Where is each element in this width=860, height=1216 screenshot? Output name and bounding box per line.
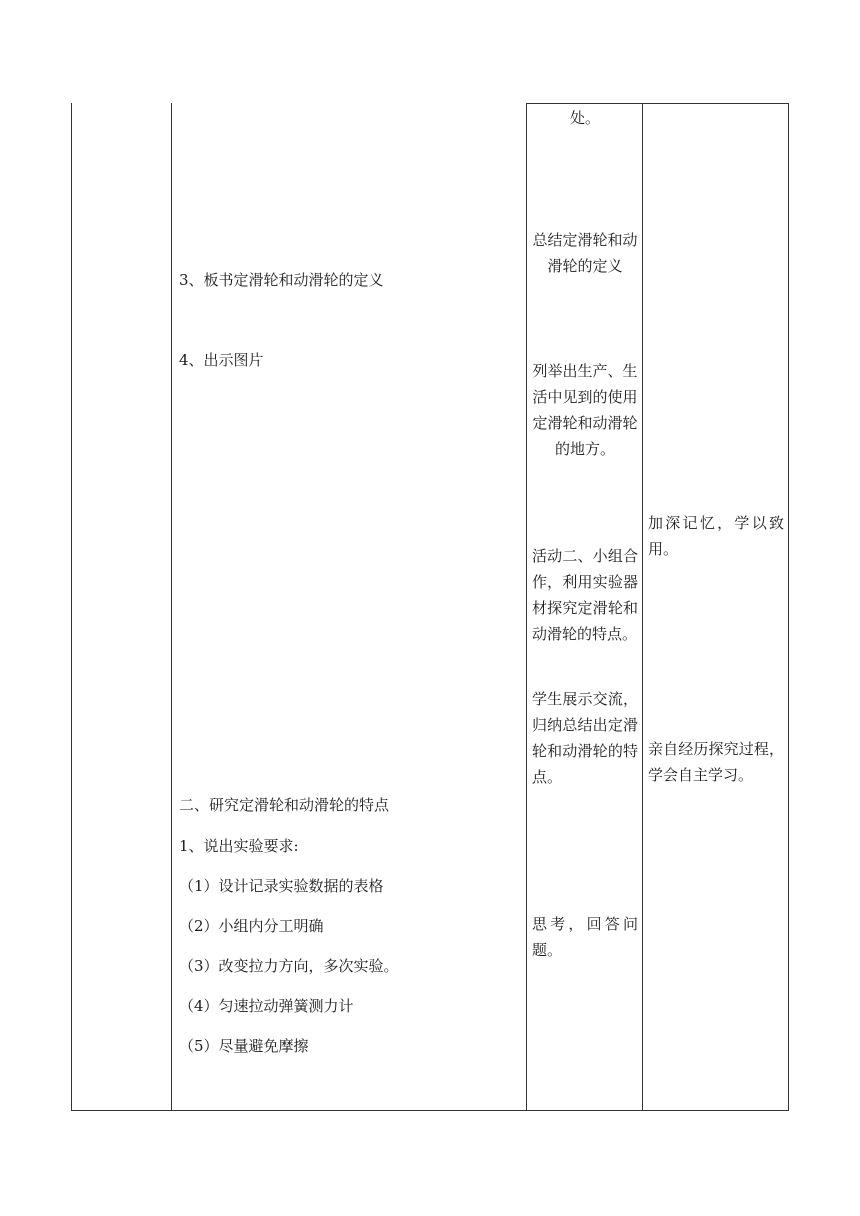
intent-text-memory: 加深记忆，学以致用。: [648, 514, 784, 558]
intent-text-experience: 亲自经历探究过程，学会自主学习。: [648, 740, 784, 784]
requirement-5: （5）尽量避免摩擦: [179, 1037, 309, 1055]
student-text-examples: 列举出生产、生活中见到的使用定滑轮和动滑轮的地方。: [532, 362, 638, 458]
requirement-3: （3）改变拉力方向，多次实验。: [179, 957, 399, 975]
student-text-think: 思考，回答问题。: [532, 915, 638, 959]
table-top-border-partial: [526, 103, 789, 104]
table-bottom-border: [71, 1110, 789, 1111]
table-border-right: [788, 103, 789, 1111]
student-text-activity-2: 活动二、小组合作，利用实验器材探究定滑轮和动滑轮的特点。: [532, 547, 638, 643]
item-4-text: 4、出示图片: [179, 351, 264, 369]
table-divider-col1: [171, 103, 172, 1111]
table-divider-col2: [526, 103, 527, 1111]
section-2-title: 二、研究定滑轮和动滑轮的特点: [179, 796, 390, 814]
requirement-2: （2）小组内分工明确: [179, 917, 324, 935]
student-text-display: 学生展示交流，归纳总结出定滑轮和动滑轮的特点。: [532, 690, 638, 786]
student-text-summary: 总结定滑轮和动滑轮的定义: [532, 231, 638, 275]
requirement-1: （1）设计记录实验数据的表格: [179, 877, 384, 895]
student-text-chu: 处。: [569, 109, 600, 127]
table-border-left: [71, 103, 72, 1111]
item-3-text: 3、板书定滑轮和动滑轮的定义: [179, 271, 384, 289]
requirements-title: 1、说出实验要求:: [179, 837, 299, 855]
requirement-4: （4）匀速拉动弹簧测力计: [179, 997, 354, 1015]
table-divider-col3: [642, 103, 643, 1111]
